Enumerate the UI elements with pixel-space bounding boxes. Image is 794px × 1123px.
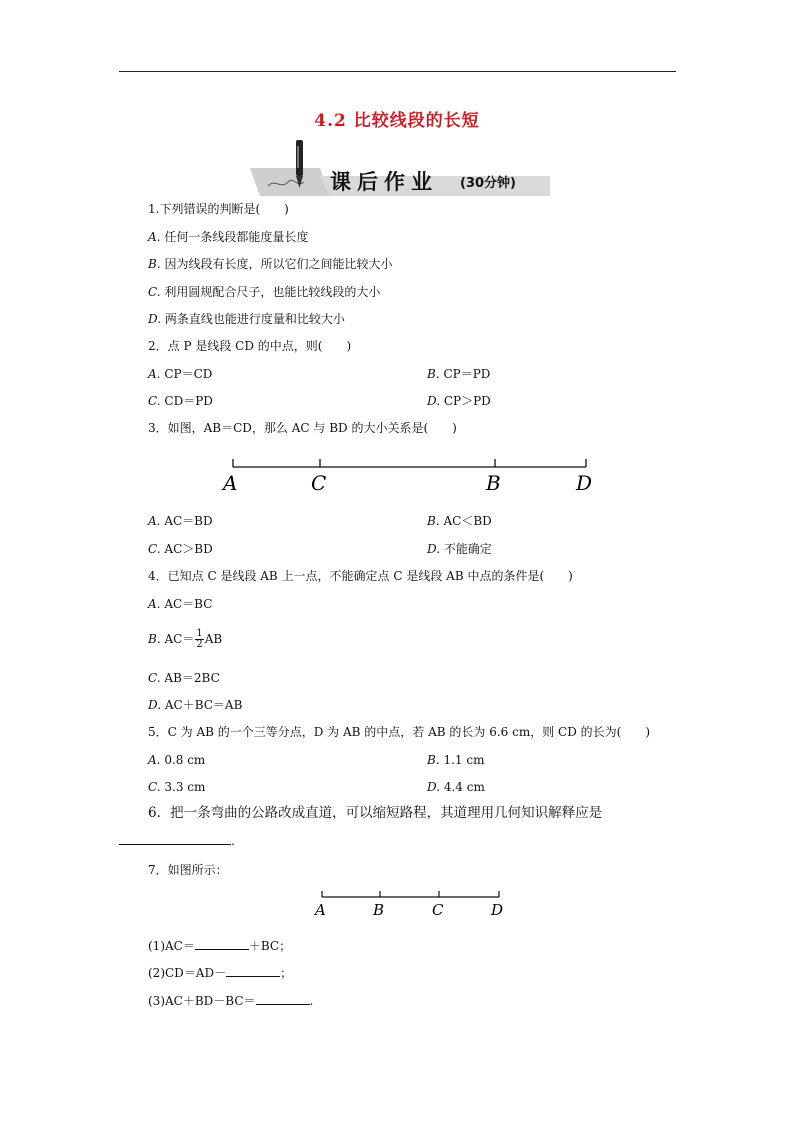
q1-stem: 1.下列错误的判断是( ) <box>148 202 289 216</box>
point-label-b: B <box>486 471 501 495</box>
q1-option-d: D. 两条直线也能进行度量和比较大小 <box>148 312 345 326</box>
q2-option-d: D. CP＞PD <box>427 394 491 408</box>
q7-stem: 7．如图所示： <box>148 863 228 877</box>
point-label-c: C <box>432 901 444 919</box>
q4-stem: 4．已知点 C 是线段 AB 上一点，不能确定点 C 是线段 AB 中点的条件是( ) <box>148 569 573 583</box>
q4-option-c: C. AB＝2BC <box>148 671 220 685</box>
q6-stem: 6．把一条弯曲的公路改成直道，可以缩短路程，其道理用几何知识解释应是 <box>148 805 603 821</box>
q7-blank-2[interactable] <box>226 965 280 977</box>
banner-title: 课后作业 <box>330 170 438 194</box>
q2-stem: 2．点 P 是线段 CD 的中点，则( ) <box>148 339 352 353</box>
q5-option-d: D. 4.4 cm <box>427 780 485 794</box>
page-title: 4.2 比较线段的长短 <box>314 111 480 131</box>
point-label-a: A <box>315 901 326 919</box>
q3-segment-figure <box>215 452 605 498</box>
q7-part-3: (3)AC＋BD－BC＝ . <box>148 994 314 1008</box>
q4-option-d: D. AC＋BC＝AB <box>148 698 243 712</box>
q1-option-a: A. 任何一条线段都能度量长度 <box>148 230 309 244</box>
point-label-b: B <box>373 901 385 919</box>
q5-option-a: A. 0.8 cm <box>148 753 206 767</box>
q7-blank-1[interactable] <box>195 938 249 950</box>
q7-segment-figure <box>305 885 515 921</box>
q6-answer-line[interactable]: . <box>119 833 235 848</box>
fraction-one-half: $\frac{1}{2}$ <box>196 628 203 650</box>
q1-option-b: B. 因为线段有长度，所以它们之间能比较大小 <box>148 257 393 271</box>
q2-option-a: A. CP＝CD <box>148 367 213 381</box>
paper-icon <box>250 168 330 196</box>
q4-option-b: B. AC＝ $\frac{1}{2}$ AB <box>148 628 223 650</box>
banner-subtitle: (30分钟) <box>460 176 516 191</box>
q6-blank <box>119 833 231 845</box>
q3-option-a: A. AC＝BD <box>148 514 213 528</box>
q2-option-c: C. CD＝PD <box>148 394 213 408</box>
q5-option-b: B. 1.1 cm <box>427 753 485 767</box>
q3-stem: 3．如图，AB＝CD，那么 AC 与 BD 的大小关系是( ) <box>148 421 457 435</box>
q3-option-b: B. AC＜BD <box>427 514 492 528</box>
header-rule <box>119 71 676 72</box>
point-label-d: D <box>491 901 504 919</box>
q2-option-b: B. CP＝PD <box>427 367 491 381</box>
point-label-c: C <box>311 471 327 495</box>
q4-option-a: A. AC＝BC <box>148 597 213 611</box>
q5-option-c: C. 3.3 cm <box>148 780 206 794</box>
point-label-a: A <box>223 471 238 495</box>
q3-option-d: D. 不能确定 <box>427 542 492 556</box>
q1-option-c: C. 利用圆规配合尺子，也能比较线段的大小 <box>148 285 381 299</box>
q7-part-1: (1)AC＝ ＋BC； <box>148 939 292 953</box>
point-label-d: D <box>576 471 593 495</box>
q5-stem: 5．C 为 AB 的一个三等分点，D 为 AB 的中点，若 AB 的长为 6.6 cm，则 CD 的长为( ) <box>148 725 651 739</box>
q7-part-2: (2)CD＝AD－ ； <box>148 966 293 980</box>
q3-option-c: C. AC＞BD <box>148 542 213 556</box>
q7-blank-3[interactable] <box>256 993 310 1005</box>
